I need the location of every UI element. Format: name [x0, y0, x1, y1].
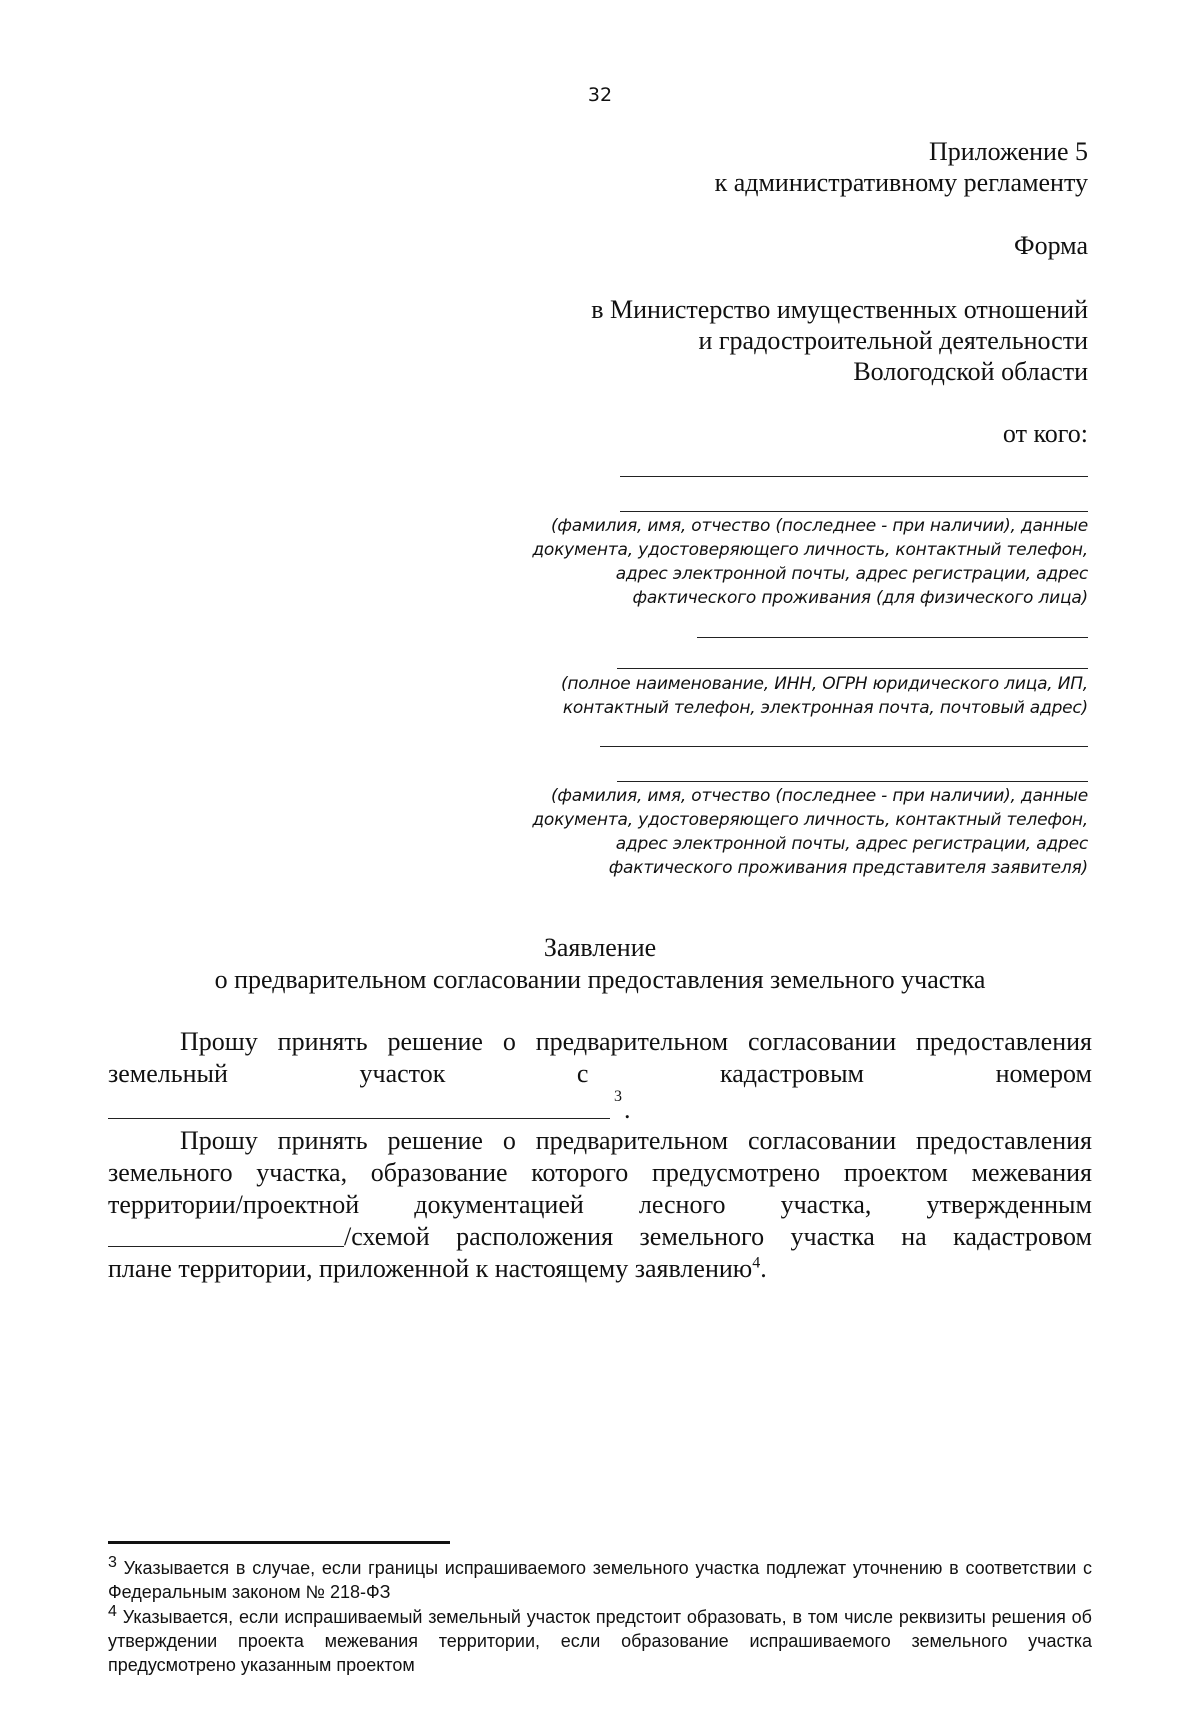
footnote-ref-4: 4 [752, 1254, 761, 1272]
blank-line-legal-1[interactable] [697, 637, 1088, 638]
paragraph-1-line-2 [108, 1058, 1092, 1090]
p1-word: земельный [108, 1059, 228, 1088]
caption-legal-line-1: (полное наименование, ИНН, ОГРН юридического лица, ИП, [560, 674, 1088, 694]
page-number: 32 [587, 84, 613, 106]
p1-word: номером [995, 1059, 1092, 1088]
addressee-line-3: Вологодской области [853, 357, 1088, 386]
blank-line-representative-1[interactable] [600, 746, 1088, 747]
blank-line-cadastral-number[interactable] [108, 1118, 610, 1119]
p2-line5-text: плане территории, приложенной к настоящему заявлению [108, 1254, 753, 1283]
p2-word: территории/проектной [108, 1190, 360, 1219]
caption-legal-line-2: контактный телефон, электронная почта, почтовый адрес) [562, 698, 1088, 718]
p1-word: участок [359, 1059, 446, 1088]
p1-word: кадастровым [720, 1059, 864, 1088]
caption-individual-line-2: документа, удостоверяющего личность, контактный телефон, [532, 540, 1088, 560]
caption-individual-line-4: фактического проживания (для физического лица) [632, 588, 1088, 608]
regulation-label: к административному регламенту [714, 168, 1088, 197]
blank-line-from-2[interactable] [620, 511, 1088, 512]
blank-line-from-1[interactable] [620, 476, 1088, 477]
from-label: от кого: [1002, 419, 1088, 448]
footnote-3-number: 3 [108, 1554, 117, 1571]
caption-representative-line-2: документа, удостоверяющего личность, контактный телефон, [532, 810, 1088, 830]
paragraph-2-line-3 [108, 1189, 1092, 1221]
caption-representative-line-4: фактического проживания представителя заявителя) [608, 858, 1088, 878]
form-label: Форма [1014, 231, 1088, 260]
p1-word: с [576, 1059, 589, 1088]
p2-word: утвержденным [926, 1190, 1092, 1219]
blank-line-legal-2[interactable] [617, 668, 1088, 669]
addressee-line-2: и градостроительной деятельности [698, 326, 1088, 355]
paragraph-1-line-1: Прошу принять решение о предварительном согласовании предоставления [180, 1027, 1092, 1056]
footnote-4 [108, 1605, 1092, 1677]
paragraph-2-line-5 [108, 1253, 767, 1284]
p2-end: . [760, 1254, 767, 1283]
p2-word: участка, [780, 1190, 872, 1219]
blank-line-representative-2[interactable] [617, 781, 1088, 782]
paragraph-2-line-1: Прошу принять решение о предварительном согласовании предоставления [180, 1126, 1092, 1155]
appendix-label: Приложение 5 [928, 137, 1088, 166]
caption-individual-line-3: адрес электронной почты, адрес регистрации, адрес [615, 564, 1088, 584]
footnote-separator [108, 1541, 450, 1544]
caption-representative [468, 784, 1088, 880]
caption-legal [468, 672, 1088, 720]
paragraph-2-line-2: земельного участка, образование которого предусмотрено проектом межевания [108, 1158, 1092, 1187]
addressee-line-1: в Министерство имущественных отношений [591, 295, 1088, 324]
footnote-ref-3: 3 [614, 1088, 622, 1105]
caption-individual-line-1: (фамилия, имя, отчество (последнее - при наличии), данные [550, 516, 1088, 536]
blank-line-approval[interactable] [108, 1246, 344, 1247]
footnote-3 [108, 1556, 1092, 1604]
p2-word: лесного [638, 1190, 726, 1219]
caption-representative-line-1: (фамилия, имя, отчество (последнее - при наличии), данные [550, 786, 1088, 806]
paragraph-2-line-4: /схемой расположения земельного участка на кадастровом [344, 1222, 1092, 1251]
caption-individual [468, 514, 1088, 610]
document-title: Заявление [543, 933, 657, 962]
footnote-4-number: 4 [108, 1603, 117, 1620]
caption-representative-line-3: адрес электронной почты, адрес регистрации, адрес [615, 834, 1088, 854]
paragraph-1-end: . [624, 1095, 631, 1124]
document-subtitle: о предварительном согласовании предоставления земельного участка [214, 965, 986, 994]
addressee-block [591, 294, 1088, 387]
footnote-3-text: Указывается в случае, если границы испрашиваемого земельного участка подлежат уточнению в соответствии с Федеральным законом № 218-ФЗ [108, 1558, 1092, 1602]
header-block [715, 136, 1088, 198]
p2-word: документацией [414, 1190, 584, 1219]
footnote-4-text: Указывается, если испрашиваемый земельный участок предстоит образовать, в том числе реквизиты решения об утверждении проекта межевания территории, если образование испрашиваемого земельного участка предусмотрено указанным проектом [108, 1607, 1092, 1675]
